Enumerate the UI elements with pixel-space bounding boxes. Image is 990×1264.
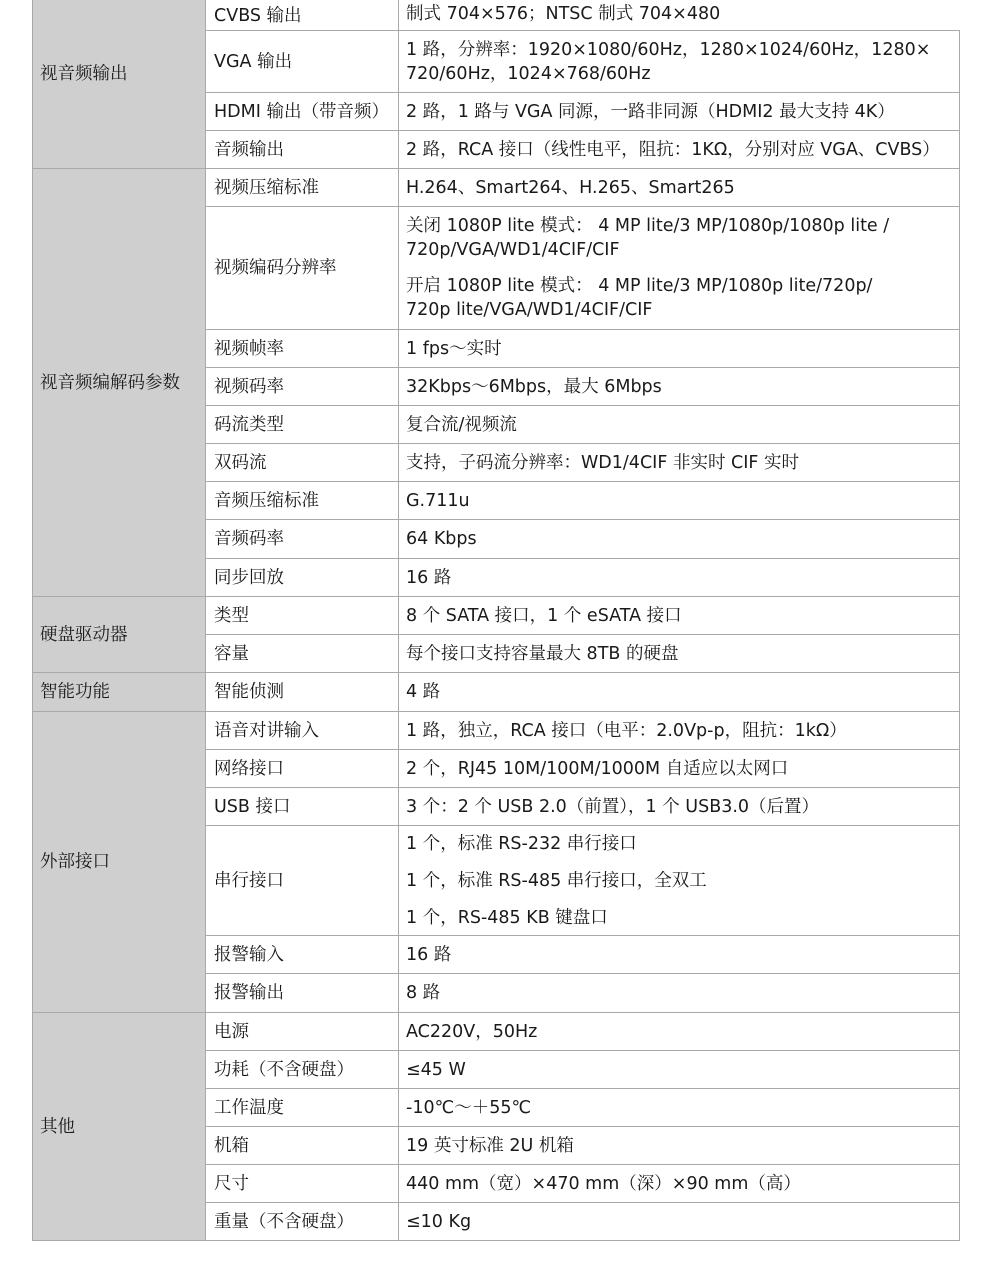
value-line: 制式 704×576；NTSC 制式 704×480: [406, 4, 721, 24]
value-line: 关闭 1080P lite 模式： 4 MP lite/3 MP/1080p/1080p lite /: [406, 216, 890, 236]
value-cell: [399, 1203, 960, 1241]
value-cell: [399, 788, 960, 826]
value-cell: [399, 936, 960, 974]
table-row: [33, 712, 960, 750]
value-line: 3 个：2 个 USB 2.0（前置），1 个 USB3.0（后置）: [406, 796, 820, 817]
value-line: 19 英寸标准 2U 机箱: [406, 1135, 574, 1156]
item-cell: 视频编码分辨率: [206, 207, 399, 330]
item-cell: 视频帧率: [206, 330, 399, 368]
value-line: 2 路，RCA 接口（线性电平，阻抗：1KΩ，分别对应 VGA、CVBS）: [406, 139, 940, 160]
value-cell: [399, 406, 960, 444]
value-line: 32Kbps～6Mbps，最大 6Mbps: [406, 376, 662, 397]
value-line: ≤10 Kg: [406, 1211, 472, 1232]
table-row: [33, 169, 960, 207]
item-cell: VGA 输出: [206, 31, 399, 93]
value-line: 1 路，分辨率：1920×1080/60Hz，1280×1024/60Hz，1280×: [406, 39, 931, 60]
value-cell: [399, 482, 960, 520]
value-cell: [399, 974, 960, 1013]
value-cell: [399, 31, 960, 93]
item-cell: 电源: [206, 1013, 399, 1051]
value-cell: [399, 597, 960, 635]
value-line: ≤45 W: [406, 1059, 466, 1080]
item-cell: 类型: [206, 597, 399, 635]
category-cell: 智能功能: [33, 673, 206, 712]
item-cell: 音频压缩标准: [206, 482, 399, 520]
value-cell: [399, 330, 960, 368]
category-cell: 视音频编解码参数: [33, 169, 206, 597]
item-cell: 串行接口: [206, 826, 399, 936]
value-cell: [399, 207, 960, 330]
item-cell: 智能侦测: [206, 673, 399, 712]
value-cell: [399, 0, 960, 31]
category-cell: 视音频输出: [33, 0, 206, 169]
item-cell: 视频压缩标准: [206, 169, 399, 207]
value-line: 支持，子码流分辨率：WD1/4CIF 非实时 CIF 实时: [406, 452, 800, 473]
value-line: 720p/VGA/WD1/4CIF/CIF: [406, 240, 620, 260]
value-cell: [399, 368, 960, 406]
value-line: 复合流/视频流: [406, 414, 517, 435]
value-cell: [399, 520, 960, 559]
item-cell: 容量: [206, 635, 399, 673]
value-line: AC220V，50Hz: [406, 1021, 538, 1042]
category-cell: 外部接口: [33, 712, 206, 1013]
table-row: [33, 673, 960, 712]
category-cell: 硬盘驱动器: [33, 597, 206, 673]
spec-table: [32, 0, 960, 1241]
value-line: 4 路: [406, 682, 441, 702]
item-cell: 网络接口: [206, 750, 399, 788]
value-line: 2 路，1 路与 VGA 同源，一路非同源（HDMI2 最大支持 4K）: [406, 101, 895, 122]
value-line: 1 个，标准 RS-232 串行接口: [406, 833, 637, 854]
value-line: 64 Kbps: [406, 529, 477, 549]
table-row: [33, 597, 960, 635]
item-cell: 报警输出: [206, 974, 399, 1013]
item-cell: 工作温度: [206, 1089, 399, 1127]
value-line: G.711u: [406, 490, 470, 511]
item-cell: 视频码率: [206, 368, 399, 406]
value-line: 720p lite/VGA/WD1/4CIF/CIF: [406, 300, 653, 320]
value-line: 每个接口支持容量最大 8TB 的硬盘: [406, 643, 679, 664]
value-cell: [399, 1089, 960, 1127]
value-cell: [399, 635, 960, 673]
table-row: [33, 1013, 960, 1051]
value-cell: [399, 1051, 960, 1089]
item-cell: CVBS 输出: [206, 0, 399, 31]
item-cell: 码流类型: [206, 406, 399, 444]
item-cell: 尺寸: [206, 1165, 399, 1203]
item-cell: USB 接口: [206, 788, 399, 826]
value-cell: [399, 712, 960, 750]
value-line: 440 mm（宽）×470 mm（深）×90 mm（高）: [406, 1173, 801, 1194]
value-line: 16 路: [406, 567, 452, 588]
value-line: 1 路，独立，RCA 接口（电平：2.0Vp-p，阻抗：1kΩ）: [406, 720, 847, 741]
value-cell: [399, 750, 960, 788]
item-cell: 功耗（不含硬盘）: [206, 1051, 399, 1089]
item-cell: 音频输出: [206, 131, 399, 169]
item-cell: 报警输入: [206, 936, 399, 974]
value-cell: [399, 131, 960, 169]
value-line: 8 路: [406, 983, 441, 1003]
value-cell: [399, 1013, 960, 1051]
value-cell: [399, 1165, 960, 1203]
item-cell: 同步回放: [206, 559, 399, 597]
value-line: 16 路: [406, 944, 452, 965]
table-row: [33, 0, 960, 31]
item-cell: 重量（不含硬盘）: [206, 1203, 399, 1241]
item-cell: HDMI 输出（带音频）: [206, 93, 399, 131]
item-cell: 机箱: [206, 1127, 399, 1165]
value-cell: [399, 673, 960, 712]
value-line: 8 个 SATA 接口，1 个 eSATA 接口: [406, 605, 682, 626]
value-line: 720/60Hz，1024×768/60Hz: [406, 63, 651, 84]
value-cell: [399, 93, 960, 131]
item-cell: 音频码率: [206, 520, 399, 559]
value-line: -10℃～＋55℃: [406, 1097, 532, 1118]
value-line: 1 个，RS-485 KB 键盘口: [406, 907, 608, 928]
value-line: 2 个，RJ45 10M/100M/1000M 自适应以太网口: [406, 758, 789, 779]
value-cell: [399, 444, 960, 482]
value-line: 1 个，标准 RS-485 串行接口，全双工: [406, 870, 707, 891]
value-cell: [399, 826, 960, 936]
value-line: 开启 1080P lite 模式： 4 MP lite/3 MP/1080p lite/720p/: [406, 276, 873, 296]
value-cell: [399, 169, 960, 207]
category-cell: 其他: [33, 1013, 206, 1241]
item-cell: 双码流: [206, 444, 399, 482]
value-line: H.264、Smart264、H.265、Smart265: [406, 177, 735, 198]
value-cell: [399, 1127, 960, 1165]
value-line: 1 fps～实时: [406, 338, 502, 359]
value-cell: [399, 559, 960, 597]
item-cell: 语音对讲输入: [206, 712, 399, 750]
